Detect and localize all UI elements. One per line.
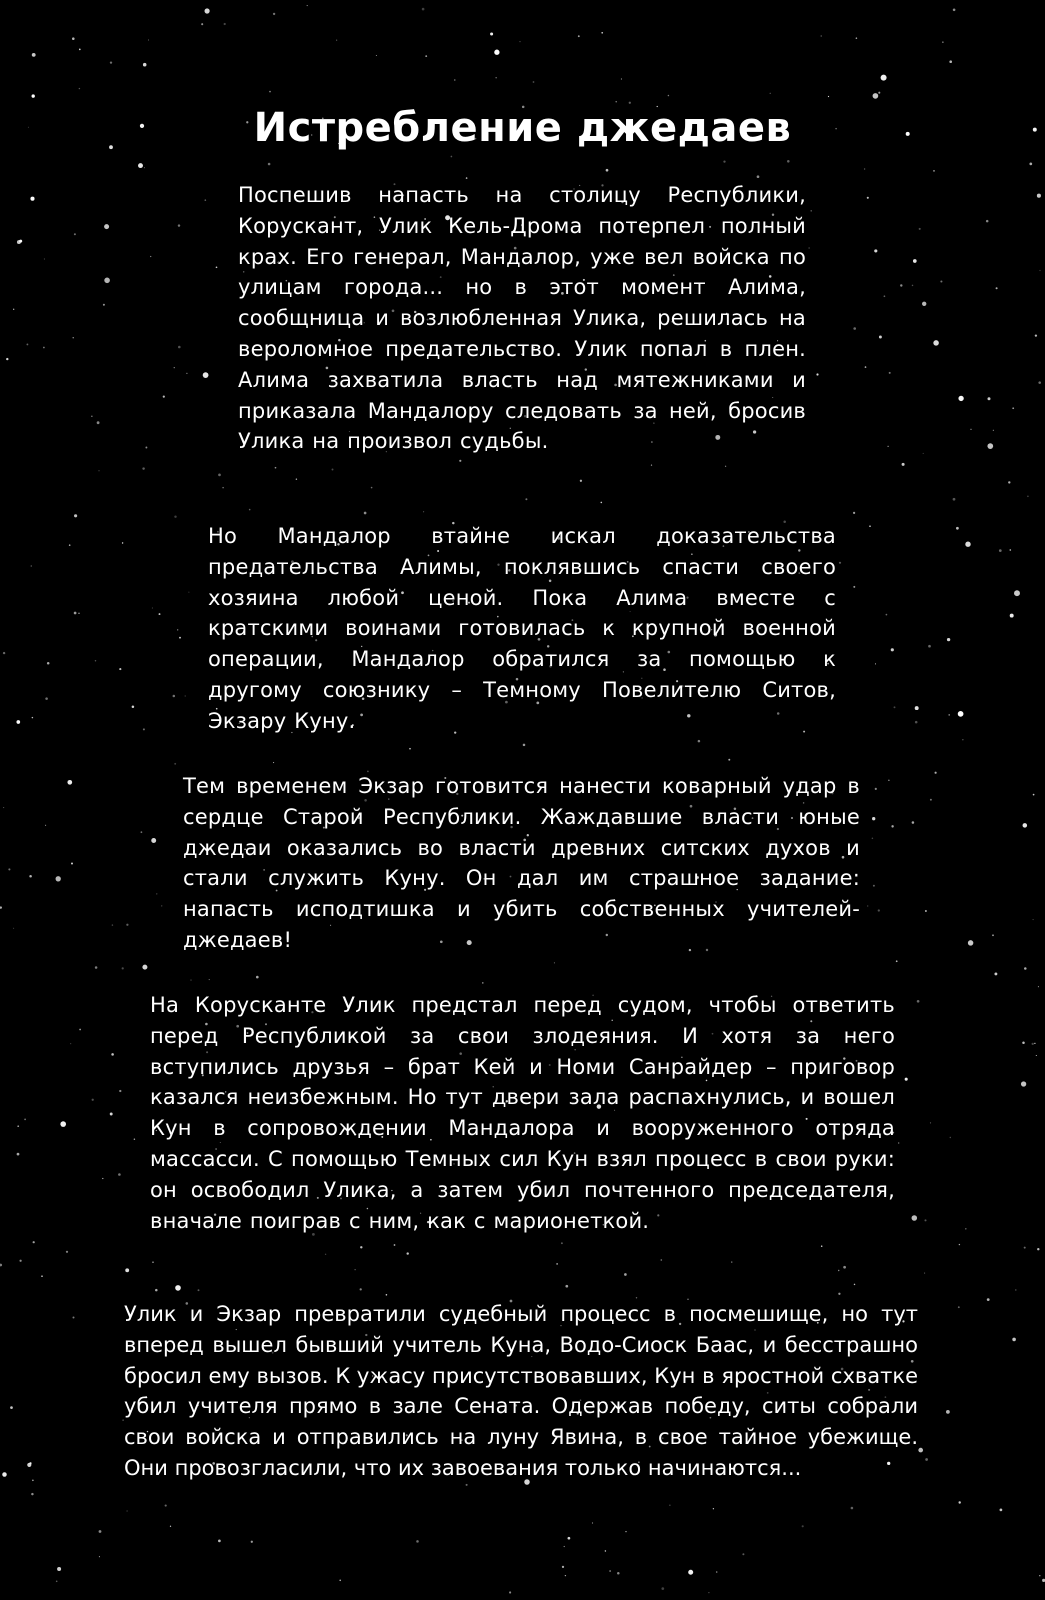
crawl-paragraph-1: Поспешив напасть на столицу Республики, Корускант, Улик Кель-Дрома потерпел полный крах. Его генерал, Мандалор, уже вел войска по улицам города... но в этот момент Алима, сообщница и возлюбленная Улика, решилась на вероломное предательство. Улик попал в плен. Алима захватила власть над мятежниками и приказала Мандалору следовать за ней, бросив Улика на произвол судьбы. — [238, 183, 806, 454]
crawl-paragraph-5: Улик и Экзар превратили судебный процесс в посмешище, но тут вперед вышел бывший учитель Куна, Водо-Сиоск Баас, и бесстрашно бросил ему вызов. К ужасу присутствовавших, Кун в яростной схватке убил учителя прямо в зале Сената. Одержав победу, ситы собрали свои войска и отправились на луну Явина, в свое тайное убежище. Они провозгласили, что их завоевания только начинаются... — [124, 1302, 918, 1480]
page-title: Истребление джедаев — [253, 105, 792, 151]
crawl-paragraph-3: Тем временем Экзар готовится нанести коварный удар в сердце Старой Республики. Жаждавшие власти юные джедаи оказались во власти древних ситских духов и стали служить Куну. Он дал им страшное задание: напасть исподтишка и убить собственных учителей-джедаев! — [183, 774, 860, 952]
crawl-paragraph-2: Но Мандалор втайне искал доказательства предательства Алимы, поклявшись спасти своего хозяина любой ценой. Пока Алима вместе с кратскими воинами готовилась к крупной военной операции, Мандалор обратился за помощью к другому союзнику – Темному Повелителю Ситов, Экзару Куну. — [208, 524, 836, 733]
crawl-paragraph-4: На Корусканте Улик предстал перед судом, чтобы ответить перед Республикой за свои злодеяния. И хотя за него вступились друзья – брат Кей и Номи Санрайдер – приговор казался неизбежным. Но тут двери зала распахнулись, и вошел Кун в сопровождении Мандалора и вооруженного отряда массасси. С помощью Темных сил Кун взял процесс в свои руки: он освободил Улика, а затем убил почтенного председателя, вначале поиграв с ним, как с марионеткой. — [150, 993, 895, 1233]
